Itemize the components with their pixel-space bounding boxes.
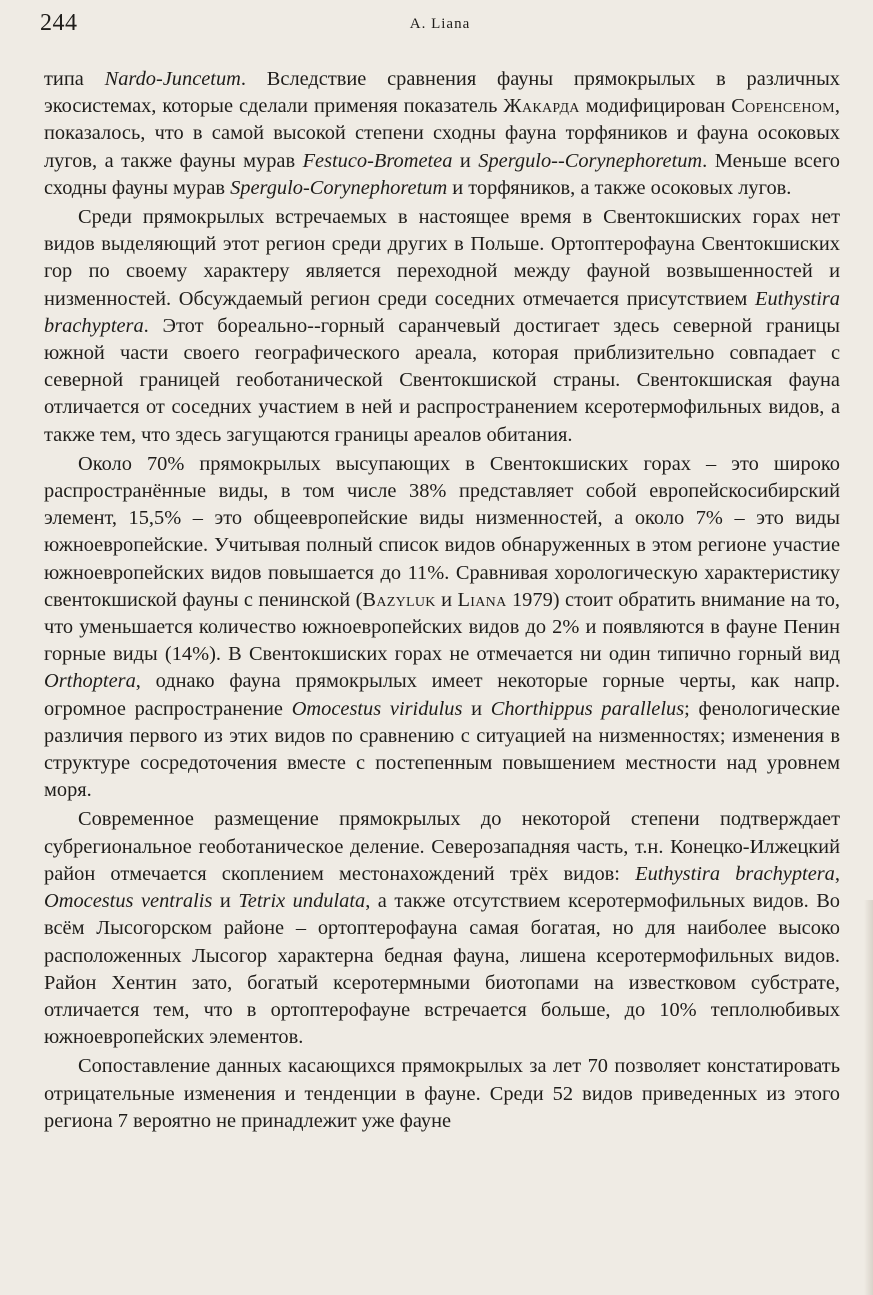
taxon-name: Omocestus ventralis xyxy=(44,890,213,913)
author-name: Liana xyxy=(457,588,507,611)
text-run: и торфяников, а также осоковых лугов. xyxy=(447,176,792,199)
text-run: и xyxy=(462,697,491,720)
text-run: . Этот бореально-​-горный саранчевый достигает здесь северной границы южной части своего географического ареала, которая приблизительно совпадает с северной границей геоботанической Свентокшиской страны. Свентокшиская фауна отличается от соседних участием в ней и распространением ксеротермофильных видов, а также тем, что здесь загущаются границы ареалов обитания. xyxy=(44,314,840,446)
paragraph-p5 xyxy=(44,1053,840,1135)
text-run: модифицирован xyxy=(579,95,732,118)
running-author: A. Liana xyxy=(409,16,471,32)
text-run: и xyxy=(212,890,239,913)
text-run: Современное размещение прямокрылых до некоторой степени подтверждает субрегиональное геоботаническое деление. Северозападняя часть, т.н. Конецко-Илжецкий район отмечается скоплением местонахождений трёх видов: xyxy=(44,808,840,885)
taxon-name: Spergulo-​-Corynephoretum xyxy=(478,149,703,172)
text-run: 1979) стоит обратить внимание на то, что уменьшается количество южноевропейских видов до 2% и появляются в фауне Пенин горные виды (14%). В Свентокшиских горах не отмечается ни один типично горный вид xyxy=(44,588,841,666)
text-run: , а также отсутствием ксеротермофильных видов. Во всём Лысогорском районе – ортоптерофауна самая богатая, но для наиболее высоко расположенных Лысогор характерна бедная фауна, лишена ксеротермофильных видов. Район Хентин зато, богатый ксеротермными биотопами на известковом субстрате, отличается тем, что в ортоптерофауне встречается больше, до 10% теплолюбивых южноевропейских элементов. xyxy=(44,890,840,1049)
text-run: , xyxy=(834,862,840,885)
text-run: ; фенологические различия первого из этих видов по сравнению с ситуацией на низменностях; изменения в структуре сосредоточения вместе с постепенным повышением местности над уровнем моря. xyxy=(44,697,840,802)
body-text xyxy=(44,66,840,1135)
paragraph-p1 xyxy=(44,66,840,202)
text-run: . Меньше всего сходны фауны мурав xyxy=(44,149,840,199)
taxon-name: Orthoptera xyxy=(44,670,136,693)
text-run: , однако фауна прямокрылых имеет некоторые горные черты, как напр. огромное распространение xyxy=(44,670,840,720)
paragraph-p4 xyxy=(44,806,840,1051)
taxon-name: Euthystira brachyptera xyxy=(635,862,835,885)
taxon-name: Spergulo-Corynephoretum xyxy=(230,176,448,199)
paragraph-p3 xyxy=(44,451,840,805)
text-run: Среди прямокрылых встречаемых в настоящее время в Свентокшиских горах нет видов выделяющий этот регион среди других в Польше. Ортоптерофауна Свентокшиских гор по своему характеру является переходной между фауной возвышенностей и низменностей. Обсуждаемый регион среди соседних отмечается присутствием xyxy=(44,206,840,310)
taxon-name: Euthystira brachyptera xyxy=(44,287,840,337)
text-run: и xyxy=(452,149,479,172)
taxon-name: Chorthippus parallelus xyxy=(490,697,685,720)
author-name: Bazyluk xyxy=(362,588,436,611)
text-run: , показалось, что в самой высокой степени сходны фауна торфяников и фауна осоковых лугов, а также фауны мурав xyxy=(44,95,841,172)
page-edge-shadow xyxy=(864,900,873,1295)
paragraph-p2 xyxy=(44,204,840,449)
text-run: типа xyxy=(44,68,105,90)
text-run: . Вследствие сравнения фауны прямокрылых в различных экосистемах, которые сделали применяя показатель xyxy=(44,68,840,118)
taxon-name: Tetrix undulata xyxy=(238,890,366,913)
text-run: Сопоставление данных касающихся прямокрылых за лет 70 позволяет констатировать отрицательные изменения и тенденции в фауне. Среди 52 видов приведенных из этого региона 7 вероятно не принадлежит уже фауне xyxy=(44,1055,840,1132)
taxon-name: Omocestus viridulus xyxy=(291,697,463,720)
text-run: и xyxy=(435,588,458,611)
text-run: Около 70% прямокрылых высупающих в Свентокшиских горах – это широко распространённые виды, в том числе 38% представляет собой европейскосибирский элемент, 15,5% – это общеевропейские виды низменностей, а около 7% – это виды южноевропейские. Учитывая полный список видов обнаруженных в этом регионе участие южноевропейских видов повышается до 11%. Сравнивая хорологическую характеристику свентокшиской фауны с пенинской ( xyxy=(44,452,840,611)
taxon-name: Nardo-Juncetum xyxy=(104,68,241,90)
author-name: Соренсеном xyxy=(731,95,835,118)
page-number: 244 xyxy=(40,10,78,36)
running-head xyxy=(40,8,840,38)
taxon-name: Festuco-Brometea xyxy=(302,149,453,172)
author-name: Жакарда xyxy=(503,95,580,118)
